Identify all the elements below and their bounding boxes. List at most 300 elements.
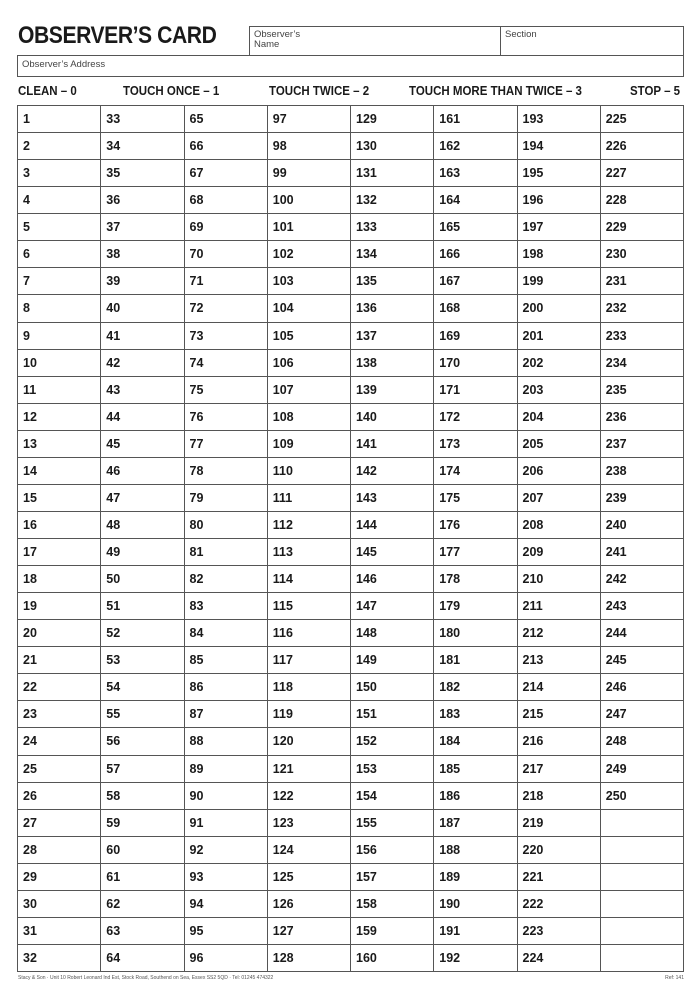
grid-cell[interactable]: 114 — [267, 566, 350, 593]
grid-cell[interactable]: 46 — [101, 457, 184, 484]
grid-cell[interactable]: 70 — [184, 241, 267, 268]
grid-cell[interactable]: 234 — [600, 349, 683, 376]
grid-cell[interactable]: 88 — [184, 728, 267, 755]
grid-cell[interactable]: 136 — [351, 295, 434, 322]
grid-cell[interactable]: 95 — [184, 917, 267, 944]
grid-cell[interactable]: 166 — [434, 241, 517, 268]
grid-cell[interactable]: 202 — [517, 349, 600, 376]
grid-cell[interactable]: 177 — [434, 539, 517, 566]
grid-cell[interactable]: 4 — [18, 187, 101, 214]
grid-cell[interactable]: 211 — [517, 593, 600, 620]
grid-cell[interactable]: 133 — [351, 214, 434, 241]
section-field[interactable] — [500, 26, 684, 56]
grid-cell[interactable]: 245 — [600, 647, 683, 674]
grid-cell[interactable]: 31 — [18, 917, 101, 944]
grid-cell[interactable]: 147 — [351, 593, 434, 620]
grid-cell[interactable]: 164 — [434, 187, 517, 214]
grid-cell[interactable]: 196 — [517, 187, 600, 214]
grid-row — [18, 322, 684, 349]
grid-cell[interactable]: 228 — [600, 187, 683, 214]
scale-stop: STOP – 5 — [630, 84, 681, 98]
grid-cell[interactable]: 91 — [184, 809, 267, 836]
grid-cell[interactable]: 66 — [184, 133, 267, 160]
grid-cell[interactable]: 48 — [101, 511, 184, 538]
grid-cell[interactable] — [600, 836, 683, 863]
grid-cell[interactable]: 210 — [517, 566, 600, 593]
grid-cell[interactable]: 217 — [517, 755, 600, 782]
grid-cell[interactable]: 74 — [184, 349, 267, 376]
grid-row — [18, 430, 684, 457]
grid-cell[interactable]: 11 — [18, 376, 101, 403]
grid-cell[interactable]: 45 — [101, 430, 184, 457]
grid-row — [18, 187, 684, 214]
grid-cell[interactable]: 108 — [267, 403, 350, 430]
grid-row — [18, 160, 684, 187]
grid-cell[interactable]: 3 — [18, 160, 101, 187]
grid-cell[interactable] — [600, 863, 683, 890]
grid-cell[interactable]: 103 — [267, 268, 350, 295]
grid-cell[interactable]: 53 — [101, 647, 184, 674]
grid-cell[interactable]: 116 — [267, 620, 350, 647]
grid-cell[interactable]: 37 — [101, 214, 184, 241]
grid-cell[interactable]: 85 — [184, 647, 267, 674]
grid-cell[interactable]: 41 — [101, 322, 184, 349]
grid-cell[interactable]: 174 — [434, 457, 517, 484]
grid-cell[interactable]: 243 — [600, 593, 683, 620]
grid-cell[interactable]: 153 — [351, 755, 434, 782]
grid-cell[interactable]: 38 — [101, 241, 184, 268]
grid-cell[interactable]: 59 — [101, 809, 184, 836]
grid-row — [18, 133, 684, 160]
grid-cell[interactable]: 14 — [18, 457, 101, 484]
grid-cell[interactable]: 127 — [267, 917, 350, 944]
footer-publisher: Stacy & Son · Unit 10 Robert Leonard Ind Est, Stock Road, Southend on Sea, Essex SS2 5QD · Tel: 01245 474322 — [18, 975, 274, 981]
grid-cell[interactable]: 24 — [18, 728, 101, 755]
grid-cell[interactable]: 36 — [101, 187, 184, 214]
grid-cell[interactable]: 33 — [101, 106, 184, 133]
grid-cell[interactable]: 155 — [351, 809, 434, 836]
grid-cell[interactable]: 176 — [434, 511, 517, 538]
grid-cell[interactable]: 235 — [600, 376, 683, 403]
grid-cell[interactable]: 226 — [600, 133, 683, 160]
grid-cell[interactable]: 207 — [517, 484, 600, 511]
grid-cell[interactable]: 69 — [184, 214, 267, 241]
grid-row — [18, 106, 684, 133]
grid-cell[interactable]: 158 — [351, 890, 434, 917]
grid-cell[interactable]: 117 — [267, 647, 350, 674]
grid-cell[interactable]: 63 — [101, 917, 184, 944]
grid-row — [18, 917, 684, 944]
grid-cell[interactable]: 208 — [517, 511, 600, 538]
grid-cell[interactable]: 182 — [434, 674, 517, 701]
grid-row — [18, 674, 684, 701]
grid-cell[interactable]: 12 — [18, 403, 101, 430]
footer-reference: Ref: 141 — [665, 975, 684, 981]
grid-cell[interactable]: 171 — [434, 376, 517, 403]
grid-cell[interactable]: 137 — [351, 322, 434, 349]
grid-cell[interactable]: 111 — [267, 484, 350, 511]
grid-cell[interactable]: 191 — [434, 917, 517, 944]
grid-cell[interactable]: 30 — [18, 890, 101, 917]
observers-address-field[interactable] — [17, 55, 684, 77]
grid-row — [18, 863, 684, 890]
scale-touch-twice: TOUCH TWICE – 2 — [269, 84, 370, 98]
grid-cell[interactable]: 144 — [351, 511, 434, 538]
grid-cell[interactable]: 233 — [600, 322, 683, 349]
grid-cell[interactable]: 57 — [101, 755, 184, 782]
grid-cell[interactable]: 126 — [267, 890, 350, 917]
grid-cell[interactable]: 42 — [101, 349, 184, 376]
grid-cell[interactable]: 20 — [18, 620, 101, 647]
grid-cell[interactable]: 142 — [351, 457, 434, 484]
grid-cell[interactable]: 6 — [18, 241, 101, 268]
grid-cell[interactable]: 173 — [434, 430, 517, 457]
grid-cell[interactable]: 229 — [600, 214, 683, 241]
grid-cell[interactable]: 82 — [184, 566, 267, 593]
grid-cell[interactable]: 50 — [101, 566, 184, 593]
grid-cell[interactable]: 129 — [351, 106, 434, 133]
grid-cell[interactable]: 221 — [517, 863, 600, 890]
grid-cell[interactable]: 188 — [434, 836, 517, 863]
grid-cell[interactable]: 198 — [517, 241, 600, 268]
grid-cell[interactable]: 58 — [101, 782, 184, 809]
grid-cell[interactable]: 84 — [184, 620, 267, 647]
grid-cell[interactable]: 28 — [18, 836, 101, 863]
grid-cell[interactable]: 17 — [18, 539, 101, 566]
grid-cell[interactable]: 140 — [351, 403, 434, 430]
grid-cell[interactable]: 169 — [434, 322, 517, 349]
grid-cell[interactable]: 165 — [434, 214, 517, 241]
grid-cell[interactable]: 101 — [267, 214, 350, 241]
grid-cell[interactable]: 128 — [267, 944, 350, 971]
grid-cell[interactable]: 18 — [18, 566, 101, 593]
grid-cell[interactable] — [600, 917, 683, 944]
grid-cell[interactable]: 232 — [600, 295, 683, 322]
grid-cell[interactable]: 247 — [600, 701, 683, 728]
grid-cell[interactable]: 51 — [101, 593, 184, 620]
grid-cell[interactable]: 109 — [267, 430, 350, 457]
grid-cell[interactable]: 16 — [18, 511, 101, 538]
grid-cell[interactable]: 121 — [267, 755, 350, 782]
grid-cell[interactable]: 13 — [18, 430, 101, 457]
grid-cell[interactable]: 170 — [434, 349, 517, 376]
grid-cell[interactable] — [600, 890, 683, 917]
scoring-scale — [18, 84, 684, 100]
grid-cell[interactable]: 132 — [351, 187, 434, 214]
grid-cell[interactable]: 199 — [517, 268, 600, 295]
grid-cell[interactable]: 240 — [600, 511, 683, 538]
grid-cell[interactable]: 15 — [18, 484, 101, 511]
grid-cell[interactable]: 151 — [351, 701, 434, 728]
grid-cell[interactable]: 179 — [434, 593, 517, 620]
grid-cell[interactable]: 193 — [517, 106, 600, 133]
grid-row — [18, 647, 684, 674]
grid-row — [18, 782, 684, 809]
grid-cell[interactable]: 123 — [267, 809, 350, 836]
grid-cell[interactable]: 162 — [434, 133, 517, 160]
grid-cell[interactable]: 25 — [18, 755, 101, 782]
grid-cell[interactable]: 49 — [101, 539, 184, 566]
grid-cell[interactable]: 77 — [184, 430, 267, 457]
grid-cell[interactable]: 224 — [517, 944, 600, 971]
grid-cell[interactable]: 167 — [434, 268, 517, 295]
grid-cell[interactable]: 67 — [184, 160, 267, 187]
grid-cell[interactable]: 76 — [184, 403, 267, 430]
grid-cell[interactable]: 47 — [101, 484, 184, 511]
grid-cell[interactable]: 146 — [351, 566, 434, 593]
grid-cell[interactable]: 100 — [267, 187, 350, 214]
grid-cell[interactable]: 190 — [434, 890, 517, 917]
grid-cell[interactable]: 184 — [434, 728, 517, 755]
grid-cell[interactable]: 78 — [184, 457, 267, 484]
score-grid — [17, 105, 684, 972]
grid-cell[interactable]: 113 — [267, 539, 350, 566]
grid-cell[interactable]: 189 — [434, 863, 517, 890]
grid-row — [18, 890, 684, 917]
grid-cell[interactable]: 54 — [101, 674, 184, 701]
grid-row — [18, 944, 684, 971]
grid-cell[interactable]: 115 — [267, 593, 350, 620]
grid-cell[interactable]: 64 — [101, 944, 184, 971]
grid-row — [18, 701, 684, 728]
grid-cell[interactable] — [600, 809, 683, 836]
grid-cell[interactable]: 185 — [434, 755, 517, 782]
grid-cell[interactable]: 150 — [351, 674, 434, 701]
grid-cell[interactable]: 135 — [351, 268, 434, 295]
grid-cell[interactable]: 89 — [184, 755, 267, 782]
grid-cell[interactable]: 120 — [267, 728, 350, 755]
grid-cell[interactable]: 79 — [184, 484, 267, 511]
grid-row — [18, 214, 684, 241]
grid-cell[interactable]: 220 — [517, 836, 600, 863]
grid-cell[interactable]: 106 — [267, 349, 350, 376]
grid-cell[interactable]: 180 — [434, 620, 517, 647]
grid-cell[interactable]: 5 — [18, 214, 101, 241]
grid-cell[interactable]: 72 — [184, 295, 267, 322]
grid-row — [18, 593, 684, 620]
grid-cell[interactable]: 43 — [101, 376, 184, 403]
grid-cell[interactable]: 141 — [351, 430, 434, 457]
grid-row — [18, 511, 684, 538]
grid-cell[interactable]: 23 — [18, 701, 101, 728]
grid-cell[interactable]: 102 — [267, 241, 350, 268]
grid-cell[interactable]: 157 — [351, 863, 434, 890]
grid-cell[interactable]: 219 — [517, 809, 600, 836]
grid-cell[interactable]: 223 — [517, 917, 600, 944]
grid-cell[interactable]: 203 — [517, 376, 600, 403]
scale-clean: CLEAN – 0 — [18, 84, 77, 98]
grid-cell[interactable]: 248 — [600, 728, 683, 755]
grid-cell[interactable]: 92 — [184, 836, 267, 863]
grid-row — [18, 241, 684, 268]
grid-cell[interactable]: 122 — [267, 782, 350, 809]
grid-cell[interactable]: 9 — [18, 322, 101, 349]
grid-cell[interactable] — [600, 944, 683, 971]
grid-cell[interactable]: 194 — [517, 133, 600, 160]
grid-cell[interactable]: 99 — [267, 160, 350, 187]
grid-cell[interactable]: 246 — [600, 674, 683, 701]
grid-cell[interactable]: 214 — [517, 674, 600, 701]
grid-cell[interactable]: 227 — [600, 160, 683, 187]
grid-cell[interactable]: 238 — [600, 457, 683, 484]
grid-cell[interactable]: 55 — [101, 701, 184, 728]
grid-cell[interactable]: 178 — [434, 566, 517, 593]
grid-cell[interactable]: 35 — [101, 160, 184, 187]
grid-row — [18, 295, 684, 322]
observers-name-field[interactable] — [249, 26, 501, 56]
grid-cell[interactable]: 250 — [600, 782, 683, 809]
grid-cell[interactable]: 80 — [184, 511, 267, 538]
grid-cell[interactable]: 2 — [18, 133, 101, 160]
grid-cell[interactable]: 172 — [434, 403, 517, 430]
grid-cell[interactable]: 94 — [184, 890, 267, 917]
grid-cell[interactable]: 154 — [351, 782, 434, 809]
grid-cell[interactable]: 149 — [351, 647, 434, 674]
grid-cell[interactable]: 197 — [517, 214, 600, 241]
grid-cell[interactable]: 130 — [351, 133, 434, 160]
observers-name-label: Observer’s Name — [254, 29, 301, 50]
grid-cell[interactable]: 236 — [600, 403, 683, 430]
grid-cell[interactable]: 98 — [267, 133, 350, 160]
grid-row — [18, 755, 684, 782]
grid-cell[interactable]: 87 — [184, 701, 267, 728]
scale-touch-once: TOUCH ONCE – 1 — [123, 84, 220, 98]
grid-cell[interactable]: 27 — [18, 809, 101, 836]
grid-cell[interactable]: 183 — [434, 701, 517, 728]
grid-cell[interactable]: 19 — [18, 593, 101, 620]
section-label: Section — [505, 29, 537, 40]
grid-cell[interactable]: 239 — [600, 484, 683, 511]
grid-cell[interactable]: 8 — [18, 295, 101, 322]
observers-address-label: Observer’s Address — [22, 59, 106, 70]
grid-cell[interactable]: 118 — [267, 674, 350, 701]
grid-cell[interactable]: 205 — [517, 430, 600, 457]
grid-cell[interactable]: 86 — [184, 674, 267, 701]
grid-cell[interactable]: 206 — [517, 457, 600, 484]
grid-cell[interactable]: 222 — [517, 890, 600, 917]
grid-cell[interactable]: 187 — [434, 809, 517, 836]
grid-cell[interactable]: 7 — [18, 268, 101, 295]
grid-cell[interactable]: 237 — [600, 430, 683, 457]
grid-cell[interactable]: 139 — [351, 376, 434, 403]
grid-cell[interactable]: 186 — [434, 782, 517, 809]
grid-cell[interactable]: 216 — [517, 728, 600, 755]
grid-cell[interactable]: 244 — [600, 620, 683, 647]
grid-cell[interactable]: 192 — [434, 944, 517, 971]
grid-cell[interactable]: 26 — [18, 782, 101, 809]
grid-cell[interactable]: 215 — [517, 701, 600, 728]
grid-cell[interactable]: 73 — [184, 322, 267, 349]
grid-cell[interactable]: 241 — [600, 539, 683, 566]
grid-cell[interactable]: 21 — [18, 647, 101, 674]
grid-cell[interactable]: 39 — [101, 268, 184, 295]
grid-cell[interactable]: 152 — [351, 728, 434, 755]
grid-cell[interactable]: 156 — [351, 836, 434, 863]
grid-row — [18, 836, 684, 863]
grid-cell[interactable]: 143 — [351, 484, 434, 511]
grid-cell[interactable]: 1 — [18, 106, 101, 133]
grid-cell[interactable]: 125 — [267, 863, 350, 890]
grid-row — [18, 403, 684, 430]
grid-cell[interactable]: 71 — [184, 268, 267, 295]
grid-cell[interactable]: 138 — [351, 349, 434, 376]
grid-cell[interactable]: 163 — [434, 160, 517, 187]
grid-cell[interactable]: 131 — [351, 160, 434, 187]
grid-cell[interactable]: 112 — [267, 511, 350, 538]
grid-row — [18, 484, 684, 511]
grid-cell[interactable]: 81 — [184, 539, 267, 566]
grid-cell[interactable]: 204 — [517, 403, 600, 430]
grid-cell[interactable]: 97 — [267, 106, 350, 133]
scale-touch-more: TOUCH MORE THAN TWICE – 3 — [409, 84, 582, 98]
grid-cell[interactable]: 65 — [184, 106, 267, 133]
grid-cell[interactable]: 168 — [434, 295, 517, 322]
grid-cell[interactable]: 32 — [18, 944, 101, 971]
grid-cell[interactable]: 40 — [101, 295, 184, 322]
grid-cell[interactable]: 161 — [434, 106, 517, 133]
grid-cell[interactable]: 213 — [517, 647, 600, 674]
grid-cell[interactable]: 134 — [351, 241, 434, 268]
grid-cell[interactable]: 231 — [600, 268, 683, 295]
grid-cell[interactable]: 195 — [517, 160, 600, 187]
grid-cell[interactable]: 175 — [434, 484, 517, 511]
grid-cell[interactable]: 22 — [18, 674, 101, 701]
grid-cell[interactable]: 160 — [351, 944, 434, 971]
grid-cell[interactable]: 104 — [267, 295, 350, 322]
grid-cell[interactable]: 62 — [101, 890, 184, 917]
grid-cell[interactable]: 242 — [600, 566, 683, 593]
grid-cell[interactable]: 34 — [101, 133, 184, 160]
grid-cell[interactable]: 56 — [101, 728, 184, 755]
grid-cell[interactable]: 75 — [184, 376, 267, 403]
grid-cell[interactable]: 148 — [351, 620, 434, 647]
grid-cell[interactable]: 68 — [184, 187, 267, 214]
grid-cell[interactable]: 44 — [101, 403, 184, 430]
grid-row — [18, 809, 684, 836]
grid-row — [18, 728, 684, 755]
grid-cell[interactable]: 107 — [267, 376, 350, 403]
grid-cell[interactable]: 61 — [101, 863, 184, 890]
grid-cell[interactable]: 10 — [18, 349, 101, 376]
page-title: OBSERVER’S CARD — [18, 22, 217, 49]
grid-cell[interactable]: 209 — [517, 539, 600, 566]
grid-cell[interactable]: 200 — [517, 295, 600, 322]
grid-row — [18, 457, 684, 484]
grid-cell[interactable]: 119 — [267, 701, 350, 728]
grid-cell[interactable]: 96 — [184, 944, 267, 971]
grid-cell[interactable]: 212 — [517, 620, 600, 647]
grid-cell[interactable]: 52 — [101, 620, 184, 647]
grid-cell[interactable]: 60 — [101, 836, 184, 863]
grid-row — [18, 566, 684, 593]
grid-cell[interactable]: 110 — [267, 457, 350, 484]
grid-row — [18, 349, 684, 376]
grid-cell[interactable]: 218 — [517, 782, 600, 809]
grid-cell[interactable]: 29 — [18, 863, 101, 890]
grid-cell[interactable]: 90 — [184, 782, 267, 809]
grid-cell[interactable]: 230 — [600, 241, 683, 268]
grid-cell[interactable]: 249 — [600, 755, 683, 782]
grid-cell[interactable]: 201 — [517, 322, 600, 349]
grid-cell[interactable]: 181 — [434, 647, 517, 674]
grid-cell[interactable]: 93 — [184, 863, 267, 890]
grid-cell[interactable]: 124 — [267, 836, 350, 863]
grid-cell[interactable]: 83 — [184, 593, 267, 620]
grid-cell[interactable]: 159 — [351, 917, 434, 944]
grid-cell[interactable]: 225 — [600, 106, 683, 133]
grid-cell[interactable]: 145 — [351, 539, 434, 566]
grid-cell[interactable]: 105 — [267, 322, 350, 349]
